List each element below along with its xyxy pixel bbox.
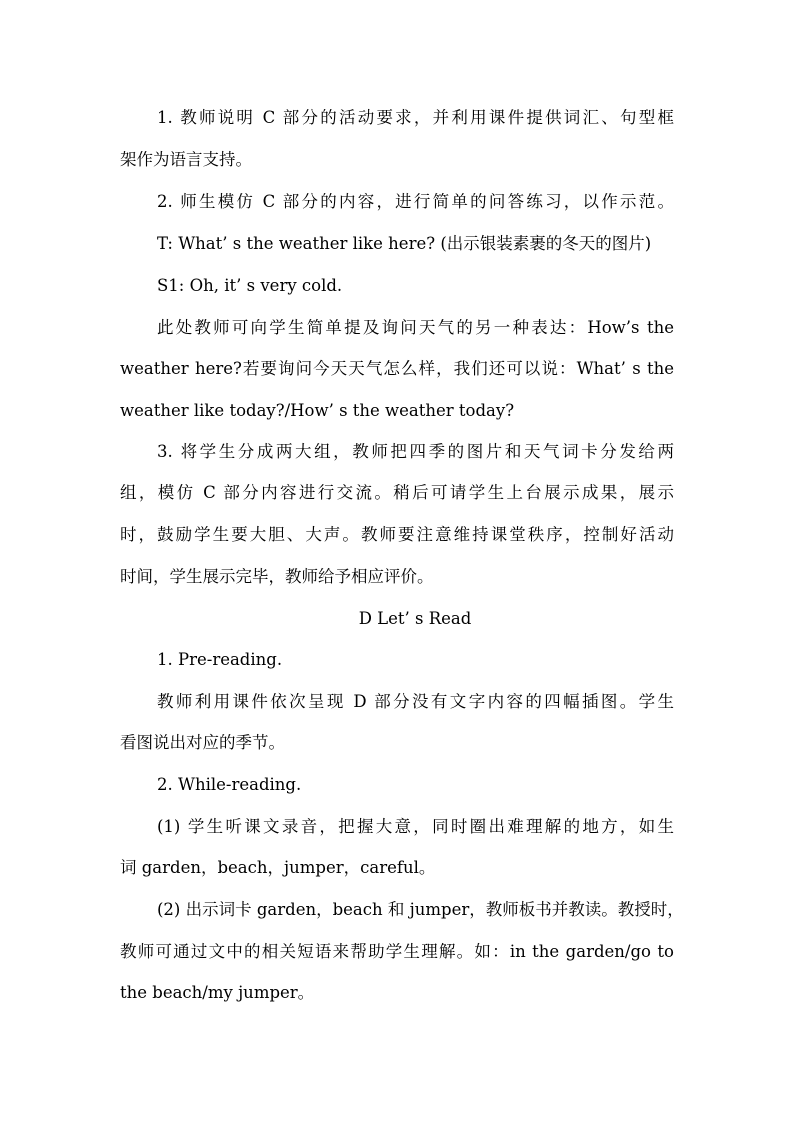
text-line-22: the beach/my jumper。 xyxy=(120,983,315,1002)
text-line-4: T: What’ s the weather like here? (出示银装素裹的冬天的图片) xyxy=(157,234,652,253)
text-line-20: (2) 出示词卡 garden，beach 和 jumper，教师板书并教读。教授时， xyxy=(157,900,684,919)
text-line-1: 1. 教师说明 C 部分的活动要求，并利用课件提供词汇、句型框 xyxy=(157,108,674,127)
text-line-12: 时间，学生展示完毕，教师给予相应评价。 xyxy=(120,567,434,586)
text-line-19: 词 garden，beach，jumper，careful。 xyxy=(120,858,436,877)
text-line-16: 看图说出对应的季节。 xyxy=(120,733,285,752)
text-line-14: 1. Pre-reading. xyxy=(157,650,283,669)
text-line-17: 2. While-reading. xyxy=(157,775,302,794)
text-line-2: 架作为语言支持。 xyxy=(120,150,252,169)
text-line-11: 时，鼓励学生要大胆、大声。教师要注意维持课堂秩序，控制好活动 xyxy=(120,525,674,544)
text-line-15: 教师利用课件依次呈现 D 部分没有文字内容的四幅插图。学生 xyxy=(157,692,674,711)
section-heading: D Let’ s Read xyxy=(358,609,472,628)
text-line-5: S1: Oh, it’ s very cold. xyxy=(157,276,343,295)
text-line-8: weather like today?/How’ s the weather today? xyxy=(120,401,515,420)
text-line-10: 组，模仿 C 部分内容进行交流。稍后可请学生上台展示成果，展示 xyxy=(120,483,674,502)
text-line-18: (1) 学生听课文录音，把握大意，同时圈出难理解的地方，如生 xyxy=(157,817,674,836)
text-line-21: 教师可通过文中的相关短语来帮助学生理解。如：in the garden/go to xyxy=(120,942,674,961)
text-line-3: 2. 师生模仿 C 部分的内容，进行简单的问答练习，以作示范。 xyxy=(157,192,674,211)
text-line-6: 此处教师可向学生简单提及询问天气的另一种表达：How’s the xyxy=(157,318,674,337)
text-line-7: weather here?若要询问今天天气怎么样，我们还可以说：What’ s the xyxy=(120,359,674,378)
text-line-9: 3. 将学生分成两大组，教师把四季的图片和天气词卡分发给两 xyxy=(157,442,674,461)
